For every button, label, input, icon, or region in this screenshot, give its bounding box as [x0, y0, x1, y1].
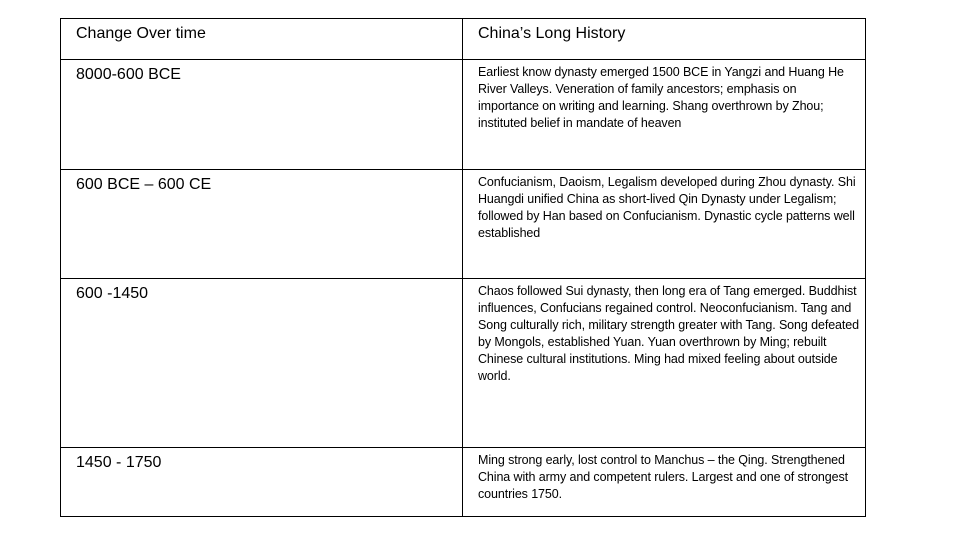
- table-row: [61, 170, 866, 279]
- period-description: Confucianism, Daoism, Legalism developed during Zhou dynasty. Shi Huangdi unified China as short-lived Qin Dynasty under Legalism; followed by Han based on Confucianism. Dynastic cycle patterns well established: [478, 175, 856, 240]
- history-table: [60, 18, 866, 517]
- period-label: 1450 - 1750: [76, 454, 162, 471]
- period-description: Earliest know dynasty emerged 1500 BCE in Yangzi and Huang He River Valleys. Veneration of family ancestors; emphasis on importance on writing and learning. Shang overthrown by Zhou; instituted belief in mandate of heaven: [478, 65, 844, 130]
- description-cell: [463, 279, 866, 448]
- table-header-row: [61, 19, 866, 60]
- period-cell: [61, 448, 463, 517]
- description-cell: [463, 170, 866, 279]
- period-cell: [61, 279, 463, 448]
- period-label: 600 -1450: [76, 285, 149, 302]
- table-row: [61, 279, 866, 448]
- period-description: Ming strong early, lost control to Manchus – the Qing. Strengthened China with army and competent rulers. Largest and one of strongest countries 1750.: [478, 453, 848, 501]
- description-cell: [463, 60, 866, 170]
- table-row: [61, 60, 866, 170]
- header-cell-history: [463, 19, 866, 60]
- period-cell: [61, 60, 463, 170]
- period-description: Chaos followed Sui dynasty, then long era of Tang emerged. Buddhist influences, Confucians regained control. Neoconfucianism. Tang and Song culturally rich, military strength greater with Tang. Song defeated by Mongols, established Yuan. Yuan overthrown by Ming; rebuilt Chinese cultural institutions. Ming had mixed feeling about outside world.: [478, 284, 859, 383]
- period-label: 8000-600 BCE: [76, 66, 181, 83]
- header-change-over-time: Change Over time: [76, 25, 206, 42]
- period-cell: [61, 170, 463, 279]
- description-cell: [463, 448, 866, 517]
- header-cell-period: [61, 19, 463, 60]
- period-label: 600 BCE – 600 CE: [76, 176, 212, 193]
- table-row: [61, 448, 866, 517]
- header-chinas-long-history: China’s Long History: [478, 25, 626, 42]
